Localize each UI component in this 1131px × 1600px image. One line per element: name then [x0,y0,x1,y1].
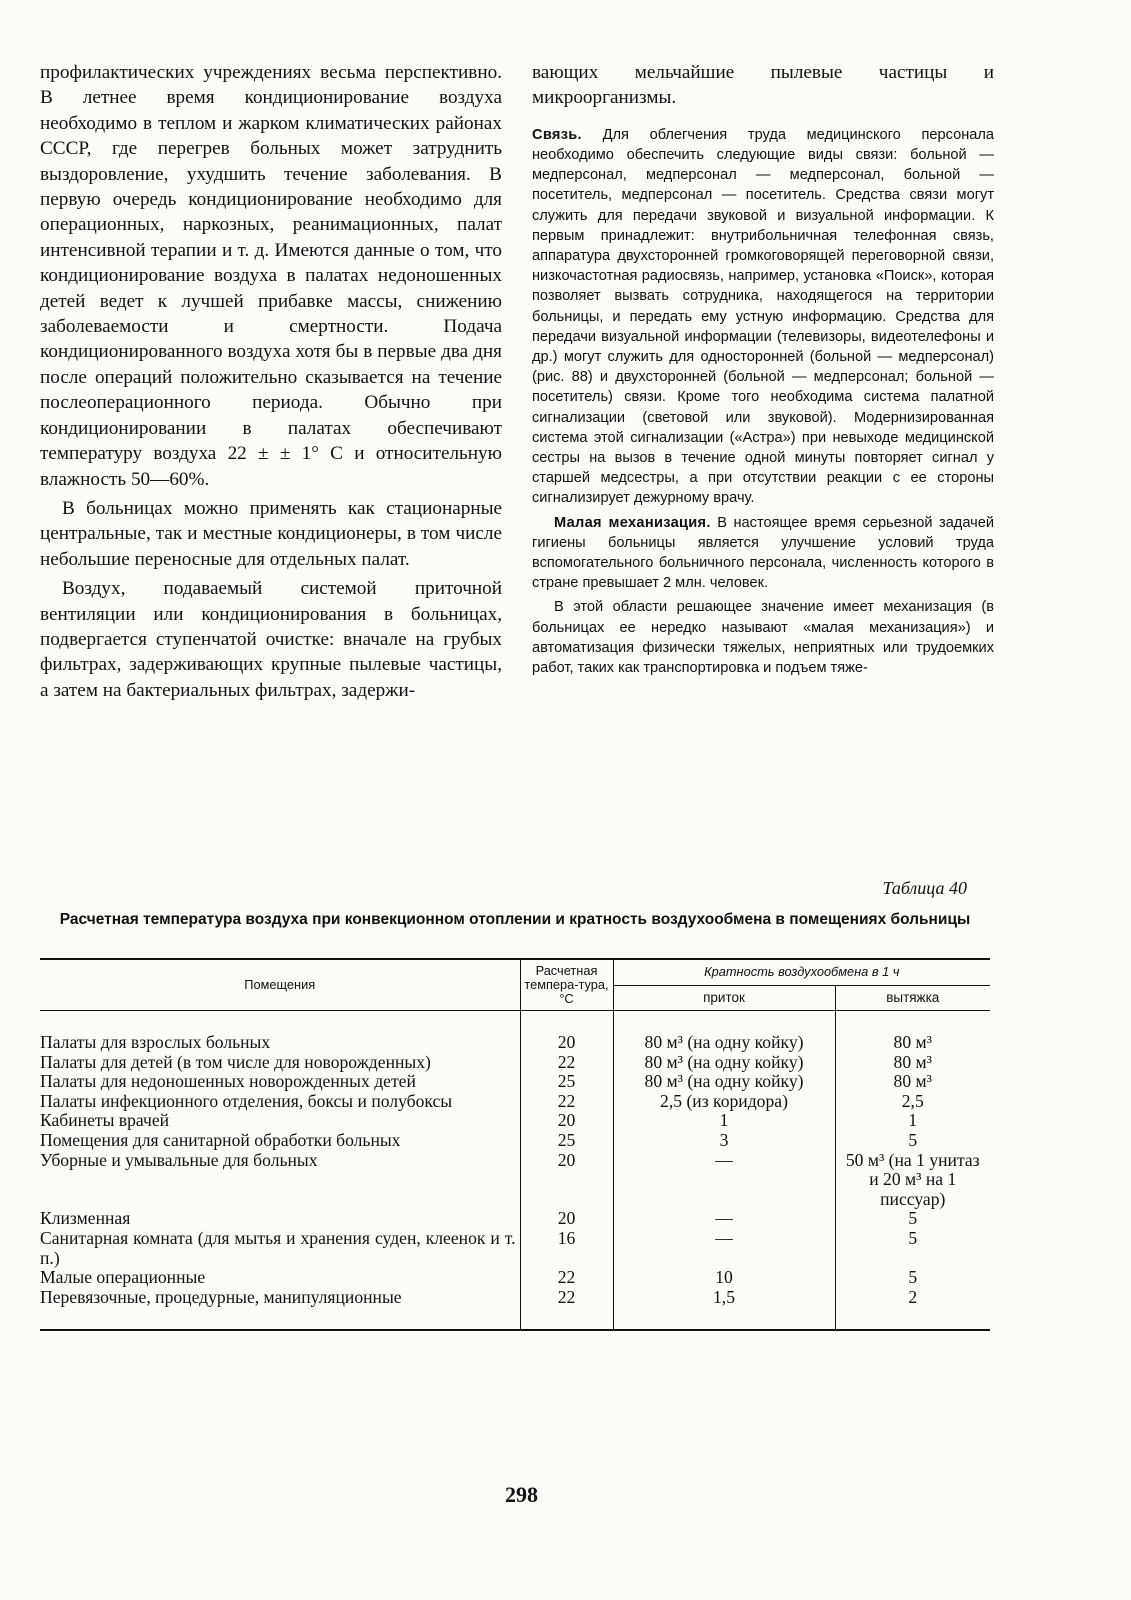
section-mechanization [532,513,994,594]
table-row [40,1072,990,1092]
cell-exhaust: 80 м³ [835,1011,990,1053]
paragraph: В этой области решающее значение имеет механизация (в больницах ее нередко называют «малая механизация») и автоматизация физически тяжелых, неприятных или трудоемких работ, таких как транспортировка и подъем тяже- [532,599,994,677]
right-text-column [532,60,994,682]
cell-supply: 80 м³ (на одну койку) [613,1011,835,1053]
cell-temp: 20 [520,1111,613,1131]
table-label: Таблица 40 [882,878,967,898]
table-row [40,1092,990,1112]
cell-temp: 20 [520,1011,613,1053]
cell-exhaust: 1 [835,1111,990,1131]
cell-room: Малые операционные [40,1267,206,1288]
cell-supply: 1 [613,1111,835,1131]
paragraph: вающих мельчайшие пылевые частицы и микроорганизмы. [532,62,994,109]
cell-temp: 22 [520,1268,613,1288]
cell-temp: 22 [520,1092,613,1112]
cell-temp: 20 [520,1151,613,1210]
cell-room: Уборные и умывальные для больных [40,1149,318,1170]
paragraph: Для облегчения труда медицинского персонала необходимо обеспечить следующие виды связи: больной — медперсонал, медперсонал — медперсонал, больной — посетитель, медперсонал — посетитель. Средства связи могут служить для передачи звуковой и визуальной информации. К первым принадлежит: внутрибольничная телефонная связь, аппаратура двухсторонней громкоговорящей переговорной связи, низкочастотная радиосвязь, например, установка «Поиск», которая позволяет вызвать сотрудника, находящегося на территории больницы, и передать ему устную информацию. Средства для передачи визуальной информации (телевизоры, видеотелефоны и др.) могут служить для односторонней (больной — медперсонал) (рис. 88) и двухсторонней (больной — медперсонал; больной — посетитель) связи. Кроме того необходима система палатной сигнализации (световой или звуковой). Модернизированная система этой сигнализации («Астра») при невыходе медицинской сестры на вызов в течение одной минуты повторяет сигнал у старшей медсестры, а при отсутствии реакции с ее стороны сигнализирует дежурному врачу. [532,126,994,507]
cell-room: Санитарная комната (для мытья и хранения суден, клеенок и т. п.) [40,1227,516,1268]
header-exchange: Кратность воздухообмена в 1 ч [613,959,990,985]
table-row [40,1151,990,1210]
cell-temp: 16 [520,1229,613,1268]
cell-room: Перевязочные, процедурные, манипуляционные [40,1286,402,1307]
table-row [40,1131,990,1151]
cell-temp: 22 [520,1053,613,1073]
table-row [40,1111,990,1131]
header-exhaust: вытяжка [835,985,990,1010]
paragraph: В настоящее время серьезной задачей гигиены больницы является улучшение условий труда вспомогательного больничного персонала, численность которого в стране превышает 2 млн. человек. [532,514,994,592]
cell-room: Помещения для санитарной обработки больных [40,1129,401,1150]
cell-exhaust: 50 м³ (на 1 унитаз и 20 м³ на 1 писсуар) [835,1151,990,1210]
section-heading: Связь. [532,126,582,143]
header-room: Помещения [40,959,520,1011]
table-row [40,1053,990,1073]
cell-room: Кабинеты врачей [40,1110,170,1131]
cell-exhaust: 80 м³ [835,1053,990,1073]
cell-exhaust: 5 [835,1268,990,1288]
header-supply: приток [613,985,835,1010]
section-svyaz [532,125,994,509]
cell-supply: 2,5 (из коридора) [613,1092,835,1112]
page-number: 298 [505,1482,538,1507]
table-title: Расчетная температура воздуха при конвекционном отоплении и кратность воздухообмена в помещениях больницы [59,911,971,928]
cell-exhaust: 2 [835,1288,990,1331]
ventilation-table [40,958,990,1331]
paragraph: профилактических учреждениях весьма перспективно. В летнее время кондиционирование воздуха необходимо в теплом и жарком климатических районах СССР, где перегрев больных может затруднить выздоровление, ухудшить течение заболевания. В первую очередь кондиционирование необходимо для операционных, наркозных, реанимационных, палат интенсивной терапии и т. д. Имеются данные о том, что кондиционирование воздуха в палатах недоношенных детей ведет к лучшей прибавке массы, снижению заболеваемости и смертности. Подача кондиционированного воздуха хотя бы в первые два дня после операций положительно сказывается на течение послеоперационного периода. Обычно при кондиционировании в палатах обеспечивают температуру воздуха 22 ± ± 1° С и относительную влажность 50—60%. [40,62,502,490]
cell-temp: 20 [520,1209,613,1229]
cell-supply: 80 м³ (на одну койку) [613,1053,835,1073]
cell-room: Палаты для недоношенных новорожденных детей [40,1071,416,1092]
cell-supply: 10 [613,1268,835,1288]
cell-room: Палаты инфекционного отделения, боксы и полубоксы [40,1090,453,1111]
paragraph: В больницах можно применять как стационарные центральные, так и местные кондиционеры, в том числе небольшие переносные для отдельных палат. [40,497,502,570]
cell-supply: 1,5 [613,1288,835,1331]
section-heading: Малая механизация. [554,514,711,531]
cell-exhaust: 5 [835,1229,990,1268]
cell-supply: — [613,1209,835,1229]
cell-exhaust: 5 [835,1131,990,1151]
cell-exhaust: 2,5 [835,1092,990,1112]
cell-temp: 25 [520,1131,613,1151]
cell-supply: 3 [613,1131,835,1151]
cell-exhaust: 5 [835,1209,990,1229]
table-row [40,1209,990,1229]
cell-supply: — [613,1151,835,1210]
cell-room: Палаты для взрослых больных [40,1032,271,1052]
cell-room: Палаты для детей (в том числе для новорожденных) [40,1051,431,1072]
paragraph: Воздух, подаваемый системой приточной вентиляции или кондиционирования в больницах, подвергается ступенчатой очистке: вначале на грубых фильтрах, задерживающих крупные пылевые частицы, а затем на бактериальных фильтрах, задержи- [40,578,502,701]
cell-temp: 25 [520,1072,613,1092]
cell-room: Клизменная [40,1208,131,1229]
table-row [40,1011,990,1053]
cell-supply: — [613,1229,835,1268]
cell-supply: 80 м³ (на одну койку) [613,1072,835,1092]
left-text-column [40,60,502,703]
header-temp: Расчетная темпера-тура, °С [520,959,613,1011]
cell-temp: 22 [520,1288,613,1331]
cell-exhaust: 80 м³ [835,1072,990,1092]
table-row [40,1268,990,1288]
table-row [40,1229,990,1268]
table-row [40,1288,990,1331]
